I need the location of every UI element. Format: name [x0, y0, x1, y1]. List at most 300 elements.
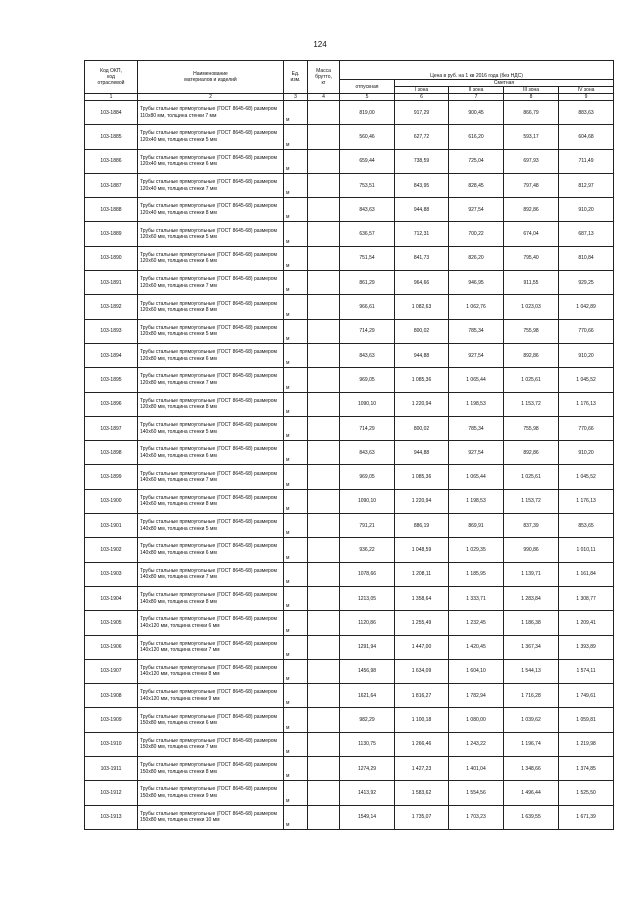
cell-price-release: 1291,94 [340, 635, 395, 659]
cell-price-zone-3: 755,98 [504, 416, 559, 440]
header-zone-2: II зона [449, 87, 504, 94]
cell-name: Трубы стальные прямоугольные (ГОСТ 8645-68) размером 150х80 мм, толщина стенки 10 мм [138, 805, 284, 829]
cell-price-zone-4: 1 525,50 [559, 781, 614, 805]
header-zone-4: IV зона [559, 87, 614, 94]
cell-price-zone-2: 1 065,44 [449, 368, 504, 392]
cell-price-zone-2: 1 554,56 [449, 781, 504, 805]
cell-price-zone-4: 1 574,11 [559, 659, 614, 683]
cell-price-zone-3: 797,48 [504, 173, 559, 197]
cell-price-release: 659,44 [340, 149, 395, 173]
cell-price-zone-3: 1 153,72 [504, 489, 559, 513]
cell-price-zone-2: 828,45 [449, 173, 504, 197]
cell-code: 103-1908 [85, 684, 138, 708]
cell-price-zone-3: 1 496,44 [504, 781, 559, 805]
cell-price-zone-2: 1 029,35 [449, 538, 504, 562]
cell-unit: м [284, 222, 308, 246]
cell-name: Трубы стальные прямоугольные (ГОСТ 8645-68) размером 120х60 мм, толщина стенки 7 мм [138, 271, 284, 295]
cell-price-zone-3: 1 196,74 [504, 732, 559, 756]
cell-price-zone-4: 883,63 [559, 101, 614, 125]
table-row [85, 198, 614, 222]
cell-mass [308, 101, 340, 125]
cell-unit: м [284, 271, 308, 295]
cell-price-zone-1: 1 085,36 [395, 465, 449, 489]
cell-mass [308, 246, 340, 270]
cell-price-zone-1: 886,19 [395, 514, 449, 538]
cell-price-zone-4: 1 393,89 [559, 635, 614, 659]
cell-price-zone-1: 1 220,94 [395, 489, 449, 513]
cell-price-release: 714,29 [340, 319, 395, 343]
cell-price-release: 636,57 [340, 222, 395, 246]
cell-mass [308, 149, 340, 173]
cell-price-zone-1: 1 358,64 [395, 586, 449, 610]
cell-code: 103-1899 [85, 465, 138, 489]
cell-code: 103-1905 [85, 611, 138, 635]
table-row [85, 222, 614, 246]
table-row [85, 514, 614, 538]
cell-price-zone-3: 1 025,61 [504, 465, 559, 489]
column-number: 8 [504, 94, 559, 101]
cell-price-zone-4: 910,20 [559, 343, 614, 367]
cell-price-zone-4: 910,20 [559, 441, 614, 465]
cell-unit: м [284, 732, 308, 756]
cell-mass [308, 635, 340, 659]
cell-unit: м [284, 514, 308, 538]
cell-price-zone-3: 1 716,28 [504, 684, 559, 708]
cell-code: 103-1913 [85, 805, 138, 829]
cell-price-zone-1: 944,88 [395, 343, 449, 367]
cell-price-zone-2: 1 420,45 [449, 635, 504, 659]
cell-mass [308, 271, 340, 295]
cell-mass [308, 319, 340, 343]
column-number: 9 [559, 94, 614, 101]
cell-price-zone-4: 687,13 [559, 222, 614, 246]
cell-name: Трубы стальные прямоугольные (ГОСТ 8645-68) размером 140х60 мм, толщина стенки 8 мм [138, 489, 284, 513]
cell-price-release: 966,61 [340, 295, 395, 319]
cell-mass [308, 562, 340, 586]
cell-price-zone-3: 755,98 [504, 319, 559, 343]
cell-price-zone-4: 810,84 [559, 246, 614, 270]
cell-price-zone-2: 1 065,44 [449, 465, 504, 489]
cell-price-zone-2: 900,45 [449, 101, 504, 125]
cell-unit: м [284, 343, 308, 367]
cell-price-zone-1: 841,73 [395, 246, 449, 270]
cell-name: Трубы стальные прямоугольные (ГОСТ 8645-68) размером 120х80 мм, толщина стенки 6 мм [138, 343, 284, 367]
cell-price-zone-4: 770,66 [559, 416, 614, 440]
cell-price-release: 843,63 [340, 441, 395, 465]
cell-price-release: 1549,14 [340, 805, 395, 829]
cell-unit: м [284, 416, 308, 440]
cell-mass [308, 805, 340, 829]
cell-price-zone-3: 795,40 [504, 246, 559, 270]
cell-price-release: 1078,66 [340, 562, 395, 586]
cell-price-zone-4: 770,66 [559, 319, 614, 343]
cell-unit: м [284, 708, 308, 732]
cell-name: Трубы стальные прямоугольные (ГОСТ 8645-68) размером 120х40 мм, толщина стенки 7 мм [138, 173, 284, 197]
cell-price-zone-1: 1 583,62 [395, 781, 449, 805]
header-unit-text: Ед. изм. [290, 71, 301, 83]
cell-price-zone-3: 1 348,66 [504, 757, 559, 781]
cell-mass [308, 173, 340, 197]
cell-price-zone-4: 1 059,81 [559, 708, 614, 732]
table-row [85, 586, 614, 610]
cell-price-zone-2: 1 062,76 [449, 295, 504, 319]
cell-name: Трубы стальные прямоугольные (ГОСТ 8645-68) размером 120х40 мм, толщина стенки 8 мм [138, 198, 284, 222]
cell-unit: м [284, 611, 308, 635]
cell-code: 103-1889 [85, 222, 138, 246]
cell-price-zone-1: 1 100,18 [395, 708, 449, 732]
cell-code: 103-1900 [85, 489, 138, 513]
cell-unit: м [284, 441, 308, 465]
cell-code: 103-1888 [85, 198, 138, 222]
cell-mass [308, 465, 340, 489]
header-code [85, 61, 138, 94]
cell-unit: м [284, 295, 308, 319]
cell-mass [308, 416, 340, 440]
cell-mass [308, 538, 340, 562]
cell-price-zone-4: 1 176,13 [559, 489, 614, 513]
cell-unit: м [284, 465, 308, 489]
cell-price-release: 791,21 [340, 514, 395, 538]
table-row [85, 101, 614, 125]
cell-price-zone-1: 1 208,11 [395, 562, 449, 586]
price-table [84, 60, 614, 830]
cell-unit: м [284, 246, 308, 270]
cell-price-zone-3: 892,86 [504, 441, 559, 465]
cell-name: Трубы стальные прямоугольные (ГОСТ 8645-68) размером 150х80 мм, толщина стенки 6 мм [138, 708, 284, 732]
cell-mass [308, 343, 340, 367]
cell-name: Трубы стальные прямоугольные (ГОСТ 8645-68) размером 110х80 мм, толщина стенки 7 мм [138, 101, 284, 125]
cell-price-zone-4: 1 749,61 [559, 684, 614, 708]
cell-price-zone-2: 1 185,95 [449, 562, 504, 586]
header-name-text: Наименование материалов и изделий [184, 71, 237, 83]
cell-name: Трубы стальные прямоугольные (ГОСТ 8645-68) размером 120х60 мм, толщина стенки 5 мм [138, 222, 284, 246]
header-name [138, 61, 284, 94]
cell-mass [308, 732, 340, 756]
cell-name: Трубы стальные прямоугольные (ГОСТ 8645-68) размером 140х60 мм, толщина стенки 6 мм [138, 441, 284, 465]
cell-unit: м [284, 392, 308, 416]
cell-unit: м [284, 562, 308, 586]
cell-price-release: 714,29 [340, 416, 395, 440]
table-row [85, 368, 614, 392]
cell-name: Трубы стальные прямоугольные (ГОСТ 8645-68) размером 140х120 мм, толщина стенки 9 мм [138, 684, 284, 708]
cell-price-zone-3: 1 153,72 [504, 392, 559, 416]
cell-price-zone-1: 1 735,07 [395, 805, 449, 829]
cell-price-zone-3: 1 283,84 [504, 586, 559, 610]
cell-price-zone-1: 1 085,36 [395, 368, 449, 392]
cell-price-zone-3: 1 025,61 [504, 368, 559, 392]
header-zone-1: I зона [395, 87, 449, 94]
cell-mass [308, 781, 340, 805]
cell-mass [308, 514, 340, 538]
cell-price-zone-4: 1 209,41 [559, 611, 614, 635]
cell-price-release: 819,00 [340, 101, 395, 125]
column-number: 3 [284, 94, 308, 101]
cell-price-zone-3: 1 186,38 [504, 611, 559, 635]
cell-price-release: 1456,98 [340, 659, 395, 683]
cell-unit: м [284, 635, 308, 659]
cell-code: 103-1896 [85, 392, 138, 416]
cell-price-zone-4: 1 042,89 [559, 295, 614, 319]
cell-code: 103-1895 [85, 368, 138, 392]
cell-name: Трубы стальные прямоугольные (ГОСТ 8645-68) размером 140х60 мм, толщина стенки 7 мм [138, 465, 284, 489]
cell-price-zone-4: 1 219,98 [559, 732, 614, 756]
table-body [85, 101, 614, 830]
cell-price-zone-1: 1 447,00 [395, 635, 449, 659]
cell-mass [308, 659, 340, 683]
table-row [85, 538, 614, 562]
cell-price-zone-1: 944,88 [395, 198, 449, 222]
cell-price-zone-2: 1 198,53 [449, 489, 504, 513]
cell-unit: м [284, 757, 308, 781]
column-number: 6 [395, 94, 449, 101]
cell-price-zone-4: 812,97 [559, 173, 614, 197]
cell-price-zone-1: 1 255,49 [395, 611, 449, 635]
cell-mass [308, 441, 340, 465]
cell-price-zone-2: 1 243,22 [449, 732, 504, 756]
cell-code: 103-1890 [85, 246, 138, 270]
table-row [85, 416, 614, 440]
cell-price-zone-3: 674,04 [504, 222, 559, 246]
cell-code: 103-1911 [85, 757, 138, 781]
table-row [85, 805, 614, 829]
cell-price-zone-2: 725,04 [449, 149, 504, 173]
cell-price-zone-1: 1 816,27 [395, 684, 449, 708]
header-code-text: Код ОКП, код отраслевой [97, 68, 125, 86]
header-price-group: Цена в руб. на 1 кв 2016 года (без НДС) [340, 61, 614, 80]
cell-price-release: 1413,92 [340, 781, 395, 805]
cell-code: 103-1910 [85, 732, 138, 756]
table-row [85, 173, 614, 197]
cell-price-release: 843,63 [340, 198, 395, 222]
cell-name: Трубы стальные прямоугольные (ГОСТ 8645-68) размером 120х40 мм, толщина стенки 5 мм [138, 125, 284, 149]
cell-price-zone-2: 1 232,45 [449, 611, 504, 635]
cell-price-release: 1621,64 [340, 684, 395, 708]
column-number: 4 [308, 94, 340, 101]
cell-price-zone-1: 1 427,23 [395, 757, 449, 781]
cell-unit: м [284, 368, 308, 392]
cell-price-zone-4: 910,20 [559, 198, 614, 222]
cell-name: Трубы стальные прямоугольные (ГОСТ 8645-68) размером 140х80 мм, толщина стенки 6 мм [138, 538, 284, 562]
cell-price-zone-3: 1 639,55 [504, 805, 559, 829]
cell-price-release: 1120,86 [340, 611, 395, 635]
cell-price-release: 969,05 [340, 465, 395, 489]
cell-code: 103-1904 [85, 586, 138, 610]
table-row [85, 465, 614, 489]
cell-price-zone-4: 1 671,39 [559, 805, 614, 829]
cell-mass [308, 684, 340, 708]
cell-price-zone-2: 1 333,71 [449, 586, 504, 610]
cell-price-release: 1130,75 [340, 732, 395, 756]
cell-mass [308, 489, 340, 513]
cell-mass [308, 222, 340, 246]
cell-price-zone-4: 1 374,85 [559, 757, 614, 781]
cell-price-zone-2: 700,22 [449, 222, 504, 246]
cell-name: Трубы стальные прямоугольные (ГОСТ 8645-68) размером 120х80 мм, толщина стенки 7 мм [138, 368, 284, 392]
cell-unit: м [284, 586, 308, 610]
cell-price-zone-4: 604,68 [559, 125, 614, 149]
table-row [85, 684, 614, 708]
cell-price-zone-3: 837,39 [504, 514, 559, 538]
table-row [85, 781, 614, 805]
cell-price-release: 1213,05 [340, 586, 395, 610]
cell-name: Трубы стальные прямоугольные (ГОСТ 8645-68) размером 140х120 мм, толщина стенки 8 мм [138, 659, 284, 683]
cell-unit: м [284, 101, 308, 125]
cell-price-release: 1090,10 [340, 392, 395, 416]
cell-price-zone-3: 911,55 [504, 271, 559, 295]
cell-unit: м [284, 149, 308, 173]
table-row [85, 635, 614, 659]
cell-price-release: 843,63 [340, 343, 395, 367]
table-row [85, 246, 614, 270]
header-mass [308, 61, 340, 94]
cell-unit: м [284, 125, 308, 149]
header-zone-3: III зона [504, 87, 559, 94]
cell-price-release: 751,54 [340, 246, 395, 270]
cell-price-zone-1: 627,72 [395, 125, 449, 149]
cell-code: 103-1887 [85, 173, 138, 197]
cell-mass [308, 611, 340, 635]
table-row [85, 489, 614, 513]
cell-price-zone-2: 1 401,04 [449, 757, 504, 781]
cell-price-zone-2: 1 782,94 [449, 684, 504, 708]
cell-price-zone-1: 964,66 [395, 271, 449, 295]
cell-price-zone-1: 1 048,59 [395, 538, 449, 562]
cell-price-release: 753,51 [340, 173, 395, 197]
cell-price-zone-2: 946,95 [449, 271, 504, 295]
cell-code: 103-1902 [85, 538, 138, 562]
cell-mass [308, 708, 340, 732]
table-row [85, 125, 614, 149]
cell-name: Трубы стальные прямоугольные (ГОСТ 8645-68) размером 120х80 мм, толщина стенки 5 мм [138, 319, 284, 343]
table-row [85, 271, 614, 295]
cell-price-zone-4: 1 161,84 [559, 562, 614, 586]
header-estimated: Сметная [395, 80, 614, 87]
table-row [85, 343, 614, 367]
cell-name: Трубы стальные прямоугольные (ГОСТ 8645-68) размером 120х40 мм, толщина стенки 6 мм [138, 149, 284, 173]
cell-price-zone-4: 929,25 [559, 271, 614, 295]
cell-price-zone-1: 944,88 [395, 441, 449, 465]
cell-name: Трубы стальные прямоугольные (ГОСТ 8645-68) размером 140х80 мм, толщина стенки 8 мм [138, 586, 284, 610]
table-row [85, 149, 614, 173]
cell-price-zone-3: 892,86 [504, 198, 559, 222]
cell-price-zone-1: 800,02 [395, 319, 449, 343]
cell-mass [308, 368, 340, 392]
header-mass-text: Масса брутто, кг [315, 68, 332, 86]
cell-code: 103-1907 [85, 659, 138, 683]
cell-mass [308, 295, 340, 319]
cell-code: 103-1884 [85, 101, 138, 125]
cell-name: Трубы стальные прямоугольные (ГОСТ 8645-68) размером 140х60 мм, толщина стенки 5 мм [138, 416, 284, 440]
cell-price-zone-3: 593,17 [504, 125, 559, 149]
cell-price-zone-3: 1 023,03 [504, 295, 559, 319]
cell-code: 103-1886 [85, 149, 138, 173]
page-number: 124 [313, 40, 327, 49]
cell-code: 103-1912 [85, 781, 138, 805]
cell-mass [308, 392, 340, 416]
cell-name: Трубы стальные прямоугольные (ГОСТ 8645-68) размером 120х60 мм, толщина стенки 8 мм [138, 295, 284, 319]
cell-code: 103-1898 [85, 441, 138, 465]
cell-price-zone-1: 738,59 [395, 149, 449, 173]
cell-price-zone-4: 1 045,52 [559, 465, 614, 489]
header-unit [284, 61, 308, 94]
cell-unit: м [284, 805, 308, 829]
cell-price-zone-4: 711,49 [559, 149, 614, 173]
cell-price-zone-2: 785,34 [449, 319, 504, 343]
table-row [85, 295, 614, 319]
cell-price-zone-3: 990,86 [504, 538, 559, 562]
cell-unit: м [284, 684, 308, 708]
cell-price-zone-2: 869,91 [449, 514, 504, 538]
cell-price-zone-2: 927,54 [449, 343, 504, 367]
cell-price-zone-1: 1 220,94 [395, 392, 449, 416]
cell-code: 103-1897 [85, 416, 138, 440]
cell-unit: м [284, 781, 308, 805]
cell-price-zone-1: 843,95 [395, 173, 449, 197]
cell-price-release: 560,46 [340, 125, 395, 149]
cell-price-zone-2: 1 703,23 [449, 805, 504, 829]
cell-price-zone-2: 1 080,00 [449, 708, 504, 732]
table-row [85, 708, 614, 732]
cell-price-zone-2: 1 198,53 [449, 392, 504, 416]
table-row [85, 562, 614, 586]
column-number: 1 [85, 94, 138, 101]
cell-price-zone-2: 785,34 [449, 416, 504, 440]
cell-price-release: 982,29 [340, 708, 395, 732]
cell-price-zone-2: 927,54 [449, 198, 504, 222]
table-row [85, 319, 614, 343]
cell-price-zone-3: 1 544,13 [504, 659, 559, 683]
cell-price-zone-1: 712,31 [395, 222, 449, 246]
cell-code: 103-1903 [85, 562, 138, 586]
cell-code: 103-1909 [85, 708, 138, 732]
cell-unit: м [284, 198, 308, 222]
table-row [85, 611, 614, 635]
cell-mass [308, 586, 340, 610]
cell-code: 103-1893 [85, 319, 138, 343]
cell-code: 103-1891 [85, 271, 138, 295]
cell-price-zone-1: 917,29 [395, 101, 449, 125]
cell-code: 103-1885 [85, 125, 138, 149]
cell-name: Трубы стальные прямоугольные (ГОСТ 8645-68) размером 140х80 мм, толщина стенки 7 мм [138, 562, 284, 586]
table-row [85, 757, 614, 781]
cell-price-release: 861,29 [340, 271, 395, 295]
cell-price-zone-4: 853,65 [559, 514, 614, 538]
cell-price-zone-2: 1 604,10 [449, 659, 504, 683]
cell-price-release: 936,22 [340, 538, 395, 562]
cell-name: Трубы стальные прямоугольные (ГОСТ 8645-68) размером 150х80 мм, толщина стенки 8 мм [138, 757, 284, 781]
cell-name: Трубы стальные прямоугольные (ГОСТ 8645-68) размером 150х80 мм, толщина стенки 7 мм [138, 732, 284, 756]
column-number-row [85, 94, 614, 101]
table-row [85, 441, 614, 465]
cell-price-zone-4: 1 308,77 [559, 586, 614, 610]
cell-code: 103-1906 [85, 635, 138, 659]
cell-name: Трубы стальные прямоугольные (ГОСТ 8645-68) размером 120х60 мм, толщина стенки 6 мм [138, 246, 284, 270]
cell-code: 103-1894 [85, 343, 138, 367]
cell-price-zone-2: 826,20 [449, 246, 504, 270]
cell-price-zone-3: 1 139,71 [504, 562, 559, 586]
header-release: отпускная [340, 80, 395, 94]
column-number: 5 [340, 94, 395, 101]
column-number: 7 [449, 94, 504, 101]
cell-price-zone-1: 1 266,46 [395, 732, 449, 756]
cell-price-release: 1274,29 [340, 757, 395, 781]
cell-price-zone-2: 927,54 [449, 441, 504, 465]
cell-price-zone-4: 1 010,11 [559, 538, 614, 562]
cell-code: 103-1892 [85, 295, 138, 319]
cell-code: 103-1901 [85, 514, 138, 538]
cell-price-zone-3: 1 039,62 [504, 708, 559, 732]
column-number: 2 [138, 94, 284, 101]
